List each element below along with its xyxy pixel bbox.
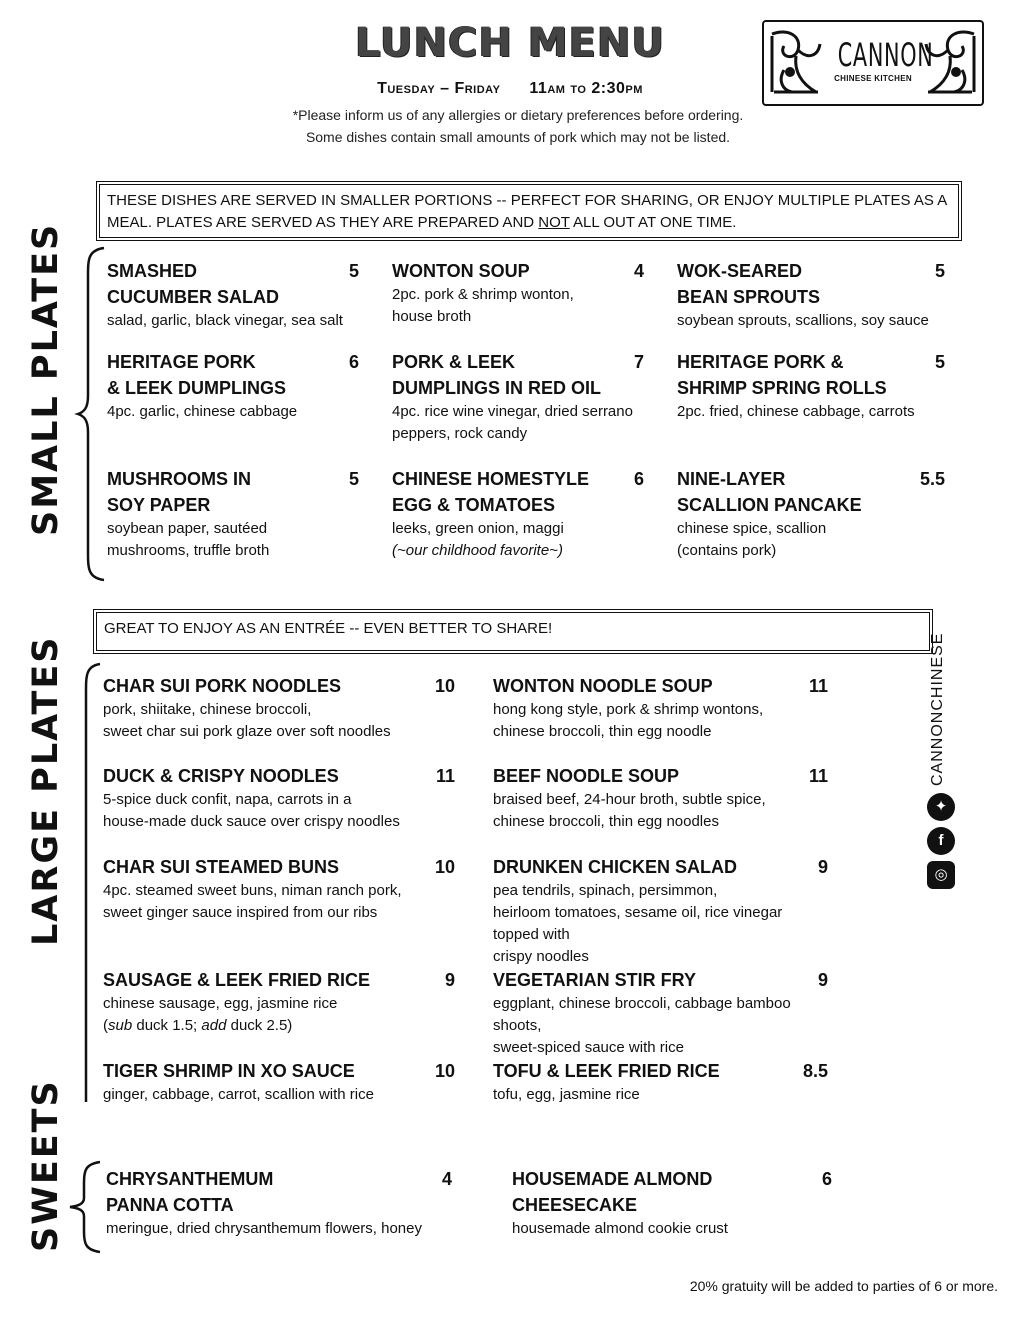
instagram-icon[interactable]: ◎ (927, 861, 955, 889)
item-description-line2: mushrooms, truffle broth (107, 542, 270, 559)
large-plate-item (493, 967, 828, 1059)
item-description: 2pc. pork & shrimp wonton, (392, 286, 574, 303)
small-plate-item (107, 466, 359, 562)
item-price: 11 (435, 766, 455, 786)
item-description: 4pc. garlic, chinese cabbage (107, 403, 298, 420)
item-description: 4pc. steamed sweet buns, niman ranch pork, (103, 882, 402, 899)
twitter-icon[interactable]: ✦ (927, 793, 955, 821)
item-price: 5 (348, 261, 359, 281)
item-description: soybean paper, sautéed (107, 520, 268, 537)
sub-open: ( (103, 1017, 108, 1034)
item-name: PORK & LEEK (392, 352, 516, 372)
item-description-line3: crispy noodles (493, 948, 589, 965)
item-name: WONTON SOUP (392, 261, 530, 281)
section-label-sweets: SWEETS (26, 1079, 66, 1252)
item-price: 7 (633, 352, 644, 372)
item-price: 6 (348, 352, 359, 372)
item-description: meringue, dried chrysanthemum flowers, honey (106, 1220, 422, 1237)
item-name: VEGETARIAN STIR FRY (493, 970, 697, 990)
item-name-line2: DUMPLINGS IN RED OIL (392, 378, 602, 398)
sweet-item (106, 1166, 452, 1240)
small-plates-intro (96, 181, 962, 241)
item-description-line2: sweet-spiced sauce with rice (493, 1039, 684, 1056)
add-word: add (201, 1017, 227, 1034)
item-description-line2: chinese broccoli, thin egg noodle (493, 723, 712, 740)
small-plate-item (677, 258, 945, 332)
item-price: 5.5 (919, 469, 945, 489)
item-description: 4pc. rice wine vinegar, dried serrano (392, 403, 633, 420)
social-icons (927, 793, 957, 893)
large-plate-item (493, 854, 828, 968)
facebook-icon[interactable]: f (927, 827, 955, 855)
item-price: 11 (808, 766, 828, 786)
sweets-brace (64, 1160, 104, 1254)
item-name-line2: BEAN SPROUTS (677, 287, 821, 307)
small-plate-item (677, 349, 945, 423)
item-price: 4 (633, 261, 644, 281)
item-name-line2: SHRIMP SPRING ROLLS (677, 378, 887, 398)
item-price: 5 (934, 261, 945, 281)
small-plate-item (107, 258, 359, 332)
section-label-small-plates: SMALL PLATES (26, 222, 66, 536)
item-description: tofu, egg, jasmine rice (493, 1086, 640, 1103)
item-description: pea tendrils, spinach, persimmon, (493, 882, 718, 899)
item-description-line2: house-made duck sauce over crispy noodles (103, 813, 400, 830)
item-name-line2: SCALLION PANCAKE (677, 495, 862, 515)
item-description: housemade almond cookie crust (512, 1220, 728, 1237)
item-description: eggplant, chinese broccoli, cabbage bamboo shoots, (493, 995, 791, 1034)
item-price: 11 (808, 676, 828, 696)
item-name-line2: & LEEK DUMPLINGS (107, 378, 287, 398)
sub-mid: duck 1.5; (132, 1017, 202, 1034)
item-price: 4 (441, 1169, 452, 1189)
item-description-line2: heirloom tomatoes, sesame oil, rice vinegar topped with (493, 904, 783, 943)
item-name-line2: PANNA COTTA (106, 1195, 234, 1215)
intro-text-end: ALL OUT AT ONE TIME. (569, 214, 737, 231)
item-name: DUCK & CRISPY NOODLES (103, 766, 339, 786)
service-days: Tuesday – Friday (377, 80, 501, 97)
pork-note: Some dishes contain small amounts of pork which may not be listed. (305, 129, 731, 145)
item-price: 6 (633, 469, 644, 489)
gratuity-note: 20% gratuity will be added to parties of 6 or more. (689, 1278, 998, 1294)
allergy-note: *Please inform us of any allergies or dietary preferences before ordering. (292, 107, 744, 123)
item-name: WOK-SEARED (677, 261, 802, 281)
item-price: 10 (434, 857, 455, 877)
cannon-logo (762, 20, 984, 106)
item-description-line2: (~our childhood favorite~) (392, 542, 563, 559)
item-description: braised beef, 24-hour broth, subtle spice, (493, 791, 766, 808)
item-price: 10 (434, 1061, 455, 1081)
item-price: 10 (434, 676, 455, 696)
logo-name: CANNON (837, 36, 934, 74)
item-price: 5 (934, 352, 945, 372)
menu-title: LUNCH MENU (355, 20, 665, 66)
large-plate-item (103, 673, 455, 743)
item-price: 8.5 (802, 1061, 828, 1081)
item-description-line2: sweet ginger sauce inspired from our ribs (103, 904, 378, 921)
item-description-line2: chinese broccoli, thin egg noodles (493, 813, 719, 830)
item-name: TOFU & LEEK FRIED RICE (493, 1061, 720, 1081)
item-description: chinese spice, scallion (677, 520, 827, 537)
item-name-line2: CUCUMBER SALAD (107, 287, 279, 307)
item-description: leeks, green onion, maggi (392, 520, 564, 537)
social-handle[interactable]: CANNONCHINESE (929, 632, 946, 786)
intro-text: THESE DISHES ARE SERVED IN SMALLER PORTIONS -- PERFECT FOR SHARING, OR ENJOY MULTIPLE PLATES AS A MEAL. PLATES ARE SERVED AS THEY ARE PREPARED AND (107, 192, 947, 231)
small-plate-item (392, 258, 644, 328)
sub-word: sub (108, 1017, 133, 1034)
item-description-line2: peppers, rock candy (392, 425, 528, 442)
item-name: CHAR SUI PORK NOODLES (103, 676, 342, 696)
sub-close: duck 2.5) (226, 1017, 293, 1034)
item-description: hong kong style, pork & shrimp wontons, (493, 701, 764, 718)
large-plate-item (103, 854, 455, 924)
item-name: HERITAGE PORK & (677, 352, 844, 372)
large-plate-item (103, 763, 455, 833)
item-description: soybean sprouts, scallions, soy sauce (677, 312, 929, 329)
item-name: CHAR SUI STEAMED BUNS (103, 857, 340, 877)
item-description-line2: sweet char sui pork glaze over soft noodles (103, 723, 391, 740)
item-name-line2: CHEESECAKE (512, 1195, 638, 1215)
large-plates-intro: GREAT TO ENJOY AS AN ENTRÉE -- EVEN BETTER TO SHARE! (93, 609, 933, 654)
item-name: HOUSEMADE ALMOND (512, 1169, 713, 1189)
item-name: SAUSAGE & LEEK FRIED RICE (103, 970, 371, 990)
item-description: 5-spice duck confit, napa, carrots in a (103, 791, 352, 808)
small-plate-item (392, 466, 644, 562)
large-plate-item (103, 1058, 455, 1106)
item-name: TIGER SHRIMP IN XO SAUCE (103, 1061, 355, 1081)
item-substitution (103, 1015, 455, 1037)
item-description: ginger, cabbage, carrot, scallion with rice (103, 1086, 374, 1103)
item-description: 2pc. fried, chinese cabbage, carrots (677, 403, 915, 420)
item-name: MUSHROOMS IN (107, 469, 251, 489)
small-plate-item (392, 349, 644, 445)
item-name: WONTON NOODLE SOUP (493, 676, 713, 696)
intro-emphasis: NOT (538, 214, 570, 231)
item-description: salad, garlic, black vinegar, sea salt (107, 312, 343, 329)
item-name-line2: EGG & TOMATOES (392, 495, 556, 515)
item-price: 9 (817, 857, 828, 877)
logo-subtitle: CHINESE KITCHEN (834, 74, 912, 83)
small-plate-item (107, 349, 359, 423)
ornament-right-icon (922, 26, 978, 98)
item-price: 6 (821, 1169, 832, 1189)
large-plate-item (493, 1058, 828, 1106)
large-plates-brace (74, 662, 104, 1102)
item-description-line2: house broth (392, 308, 472, 325)
item-name: CHRYSANTHEMUM (106, 1169, 274, 1189)
item-name: DRUNKEN CHICKEN SALAD (493, 857, 738, 877)
ornament-left-icon (768, 26, 824, 98)
large-plate-item (103, 967, 455, 1037)
small-plate-item (677, 466, 945, 562)
item-name: BEEF NOODLE SOUP (493, 766, 680, 786)
service-time: 11am to 2:30pm (529, 80, 643, 97)
item-description-line2: (contains pork) (677, 542, 777, 559)
item-description: pork, shiitake, chinese broccoli, (103, 701, 312, 718)
item-name: NINE-LAYER (677, 469, 786, 489)
large-plate-item (493, 763, 828, 833)
item-price: 9 (817, 970, 828, 990)
large-plate-item (493, 673, 828, 743)
item-name: SMASHED (107, 261, 198, 281)
item-name: HERITAGE PORK (107, 352, 256, 372)
item-name-line2: SOY PAPER (107, 495, 211, 515)
item-name: CHINESE HOMESTYLE (392, 469, 590, 489)
sweet-item (512, 1166, 832, 1240)
item-price: 9 (444, 970, 455, 990)
item-description: chinese sausage, egg, jasmine rice (103, 995, 338, 1012)
item-price: 5 (348, 469, 359, 489)
small-plates-brace (74, 246, 108, 582)
section-label-large-plates: LARGE PLATES (26, 635, 66, 946)
